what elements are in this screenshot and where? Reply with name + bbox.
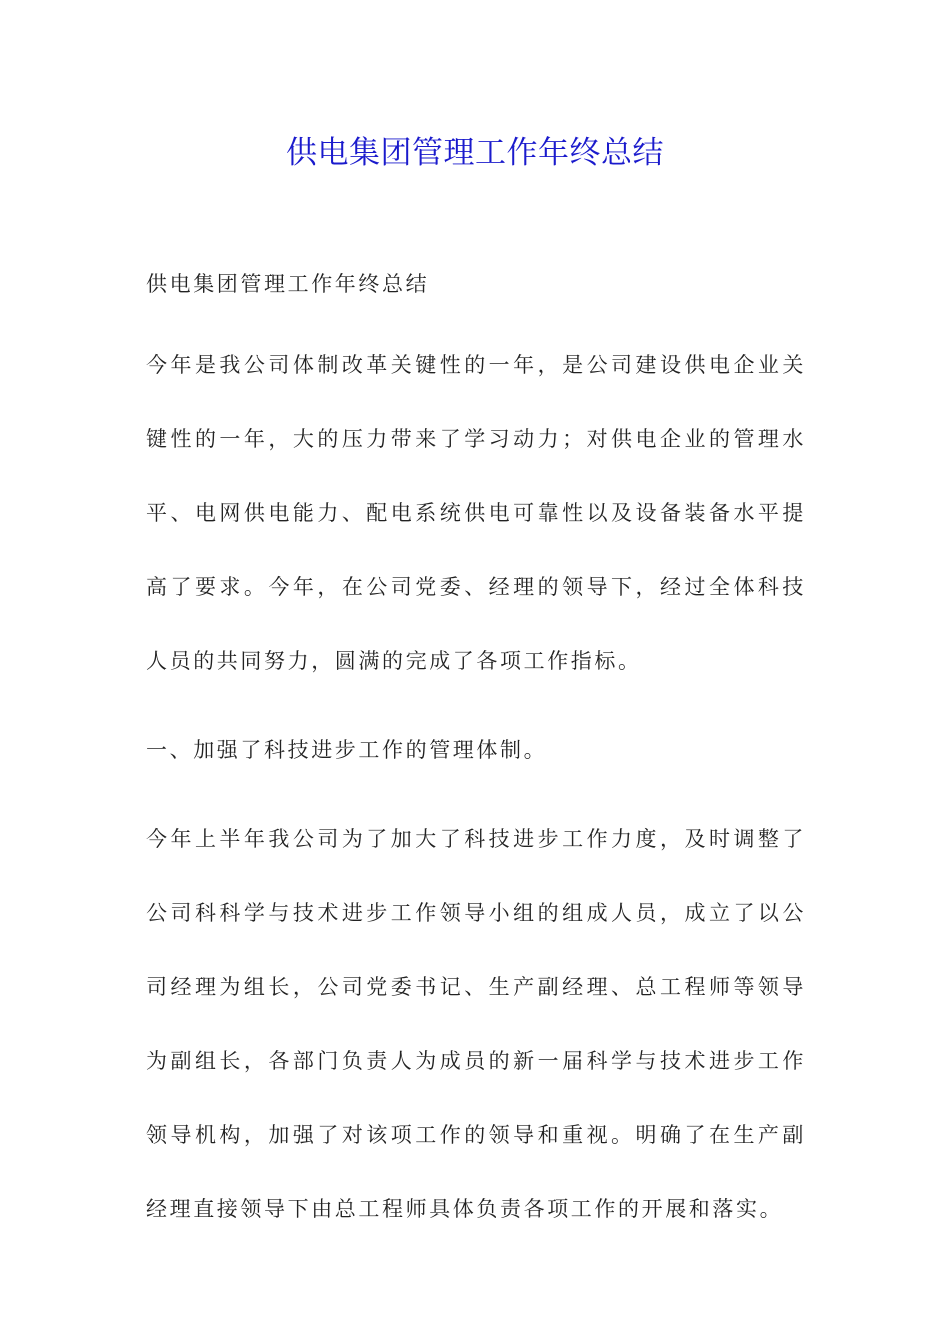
paragraph-subtitle: 供电集团管理工作年终总结 [146,272,430,296]
document-title: 供电集团管理工作年终总结 [286,135,664,171]
paragraph-section-heading: 一、加强了科技进步工作的管理体制。 [146,738,548,762]
paragraph-intro: 今年是我公司体制改革关键性的一年，是公司建设供电企业关键性的一年，大的压力带来了学习动力；对供电企业的管理水平、电网供电能力、配电系统供电可靠性以及设备装备水平提高了要求。今年，在公司党委、经理的领导下，经过全体科技人员的共同努力，圆满的完成了各项工作指标。 [146,353,806,673]
paragraph-section-body: 今年上半年我公司为了加大了科技进步工作力度，及时调整了公司科科学与技术进步工作领导小组的组成人员，成立了以公司经理为组长，公司党委书记、生产副经理、总工程师等领导为副组长，各部门负责人为成员的新一届科学与技术进步工作领导机构，加强了对该项工作的领导和重视。明确了在生产副经理直接领导下由总工程师具体负责各项工作的开展和落实。 [146,827,806,1221]
document-body [146,262,806,1275]
